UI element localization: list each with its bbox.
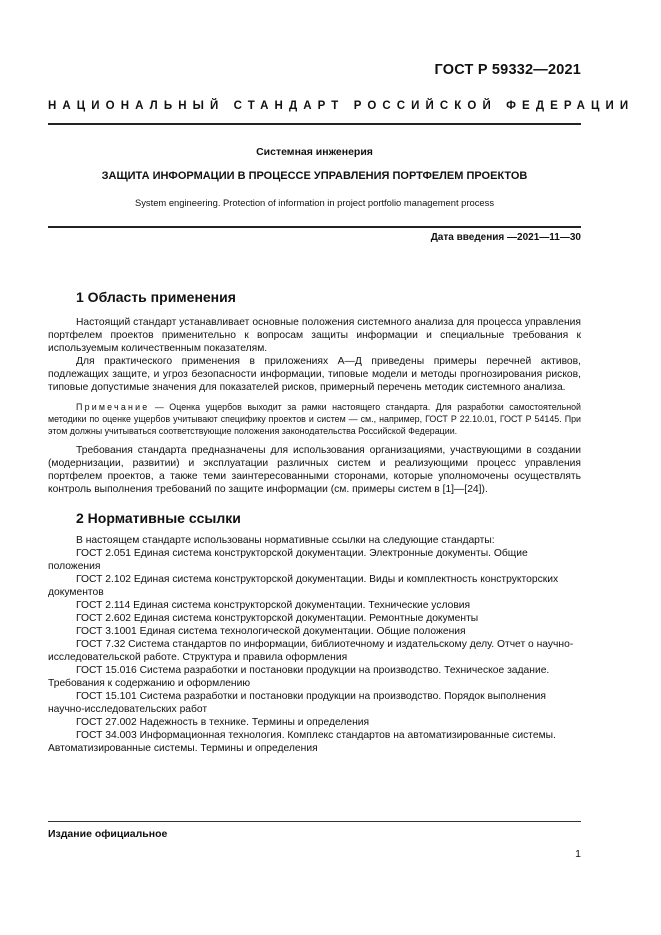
normative-reference: ГОСТ 34.003 Информационная технология. Комплекс стандартов на автоматизированные системы. Автоматизированные системы. Термины и определения	[48, 730, 556, 754]
document-subtitle: Системная инженерия	[256, 146, 373, 158]
document-title-ru: ЗАЩИТА ИНФОРМАЦИИ В ПРОЦЕССЕ УПРАВЛЕНИЯ ПОРТФЕЛЕМ ПРОЕКТОВ	[101, 170, 528, 182]
normative-reference: ГОСТ 2.051 Единая система конструкторской документации. Электронные документы. Общие положения	[48, 548, 528, 572]
section-1-paragraph: Для практического применения в приложениях А—Д приведены примеры перечней активов, подлежащих защите, и угроз безопасности информации, типовые модели и методы прогнозирования рисков, типовые допустимые значения для показателей рисков, примерный перечень методик системного анализа.	[48, 356, 581, 393]
normative-reference: ГОСТ 2.602 Единая система конструкторской документации. Ремонтные документы	[76, 613, 479, 624]
normative-reference: ГОСТ 27.002 Надежность в технике. Термины и определения	[76, 717, 370, 728]
title-divider	[48, 226, 581, 228]
normative-reference: ГОСТ 2.114 Единая система конструкторской документации. Технические условия	[76, 600, 471, 611]
official-edition-label: Издание официальное	[48, 828, 168, 840]
normative-reference: ГОСТ 2.102 Единая система конструкторской документации. Виды и комплектность конструкторских документов	[48, 574, 559, 598]
document-title-en: System engineering. Protection of information in project portfolio management process	[134, 197, 495, 208]
normative-reference: ГОСТ 7.32 Система стандартов по информации, библиотечному и издательскому делу. Отчет о научно-исследовательской работе. Структура и правила оформления	[48, 639, 574, 663]
page-number: 1	[575, 848, 581, 860]
normative-reference: ГОСТ 3.1001 Единая система технологической документации. Общие положения	[76, 626, 466, 637]
normative-reference: ГОСТ 15.016 Система разработки и постановки продукции на производство. Техническое задание. Требования к содержанию и оформлению	[48, 665, 550, 689]
normative-reference: ГОСТ 15.101 Система разработки и постановки продукции на производство. Порядок выполнения научно-исследовательских работ	[48, 691, 546, 715]
note-text: — Оценка ущербов выходит за рамки настоящего стандарта. Для разработки самостоятельной методики по оценке ущербов учитывают специфику проектов и систем — см., например, ГОСТ Р 22.10.01, ГОСТ Р 54145. При этом должны учитываться соответствующие положения законодательства Российской Федерации.	[48, 402, 581, 436]
section-2-intro: В настоящем стандарте использованы нормативные ссылки на следующие стандарты:	[76, 535, 495, 546]
note-label: Примечание	[76, 402, 150, 412]
document-body	[48, 288, 581, 755]
section-2-heading: 2 Нормативные ссылки	[76, 510, 241, 526]
section-1-note	[48, 401, 581, 437]
gost-number: ГОСТ Р 59332—2021	[434, 62, 581, 78]
footer-divider	[48, 821, 581, 822]
introduction-date: Дата введения —2021—11—30	[430, 232, 581, 243]
national-standard-banner: НАЦИОНАЛЬНЫЙ СТАНДАРТ РОССИЙСКОЙ ФЕДЕРАЦИИ	[48, 100, 635, 112]
header-divider	[48, 123, 581, 125]
section-1-heading: 1 Область применения	[76, 289, 236, 305]
section-1-paragraph: Настоящий стандарт устанавливает основные положения системного анализа для процесса управления портфелем проектов применительно к вопросам защиты информации и специальные требования к используемым количественным показателям.	[48, 317, 581, 354]
section-1-paragraph: Требования стандарта предназначены для использования организациями, участвующими в создании (модернизации, развитии) и эксплуатации различных систем и реализующими процесс управления портфелем проектов, а также теми заинтересованными сторонами, которые уполномочены осуществлять контроль выполнения требований по защите информации (см. примеры систем в [1]—[24]).	[48, 445, 581, 495]
